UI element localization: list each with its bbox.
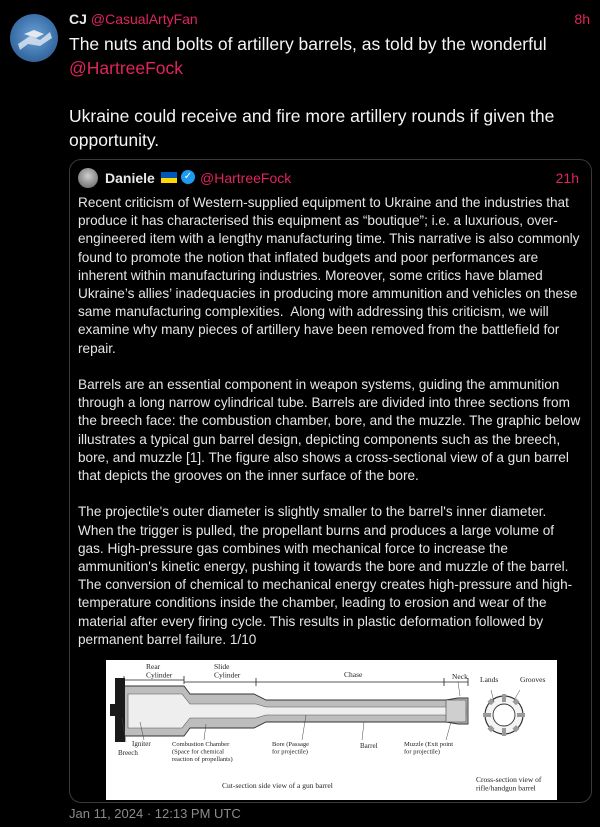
quoted-author-handle[interactable]: @HartreeFock: [200, 170, 292, 186]
label-rear-cylinder-line: Rear: [146, 662, 161, 671]
label-combustion-chamber-line: Combustion Chamber: [172, 741, 230, 748]
label-muzzle-line: Muzzle (Exit point: [404, 741, 454, 748]
label-slide-cylinder-line: Slide: [214, 662, 230, 671]
author-name[interactable]: CJ: [69, 11, 87, 27]
quoted-author-name[interactable]: Daniele: [105, 170, 155, 186]
ukraine-flag-icon: [161, 172, 177, 183]
quoted-tweet-body: [78, 194, 585, 667]
label-bore-line: Bore (Passage: [272, 741, 310, 748]
label-slide-cylinder: [214, 662, 241, 680]
caption-cross-section-line: rifle/handgun barrel: [476, 783, 536, 793]
label-rear-cylinder: [146, 662, 173, 680]
caption-side-view: Cut-section side view of a gun barrel: [222, 781, 333, 790]
gun-barrel-diagram-image[interactable]: [106, 660, 557, 800]
tweet-text-line1: The nuts and bolts of artillery barrels, as told by the wonderful: [69, 34, 547, 54]
tweet-mention-link[interactable]: @HartreeFock: [69, 58, 184, 78]
caption-cross-section: [476, 775, 542, 793]
author-avatar[interactable]: [10, 14, 58, 62]
quoted-author-avatar[interactable]: [78, 168, 98, 188]
tweet-time[interactable]: 8h: [574, 11, 590, 27]
tweet-text-para2: Ukraine could receive and fire more artillery rounds if given the opportunity.: [69, 106, 560, 150]
quoted-tweet-header: [78, 168, 583, 190]
label-combustion-chamber-line: reaction of propellants): [172, 755, 233, 763]
tweet-date[interactable]: Jan 11, 2024 · 12:13 PM UTC: [69, 806, 241, 821]
quoted-tweet[interactable]: [69, 159, 592, 803]
label-combustion-chamber: [172, 741, 233, 763]
label-muzzle: [404, 741, 453, 755]
label-chase: Chase: [344, 670, 363, 679]
label-grooves: Grooves: [520, 675, 546, 684]
quoted-paragraph-1: Recent criticism of Western-supplied equipment to Ukraine and the industries that produce it has characterised this equipment as “boutique”; i.e. a luxurious, over-engineered item with a lengthy manufacturing time. This narrative is also commonly found to promote the notion that inflated budgets and poor performances are inherent within manufacturing industries. Moreover, some critics have blamed Ukraine’s allies’ inadequacies in producing more ammunition and vehicles on these same manufacturing complexities. Along with addressing this criticism, we will examine why many pieces of artillery have been removed from the battlefield for repair.: [78, 195, 584, 356]
label-bore: [272, 741, 309, 755]
label-muzzle-line: for projectile): [404, 748, 440, 756]
label-breech: Breech: [118, 749, 138, 757]
quoted-paragraph-2: Barrels are an essential component in weapon systems, guiding the ammunition through a long narrow cylindrical tube. Barrels are divided into three sections from the breech face: the combustion chamber, bore, and the muzzle. The graphic below illustrates a typical gun barrel design, depicting components such as the breech, bore, and muzzle [1]. The figure also shows a cross-sectional view of a gun barrel that depicts the grooves on the inner surface of the bore.: [78, 377, 585, 484]
tweet-text: [69, 32, 591, 152]
label-slide-cylinder-line: Cylinder: [214, 670, 241, 680]
label-rear-cylinder-line: Cylinder: [146, 670, 173, 680]
caption-cross-section-line: Cross-section view of: [476, 775, 542, 784]
label-igniter: Igniter: [132, 740, 151, 748]
label-neck: Neck: [452, 672, 468, 681]
label-barrel: Barrel: [360, 742, 378, 750]
quoted-tweet-time[interactable]: 21h: [555, 170, 579, 186]
label-lands: Lands: [480, 675, 499, 684]
author-handle[interactable]: @CasualArtyFan: [90, 11, 198, 27]
verified-badge-icon: ✓: [181, 170, 195, 184]
quoted-paragraph-3: The projectile's outer diameter is slightly smaller to the barrel's inner diameter. When the trigger is pulled, the propellant burns and produces a large volume of gas. High-pressure gas combines with mechanical force to increase the ammunition's kinetic energy, pushing it towards the bore and muzzle of the barrel. The conversion of chemical to mechanical energy creates high-pressure and high-temperature conditions inside the chamber, leading to erosion and wear of the material after every firing cycle. This results in plastic deformation followed by permanent barrel failure. 1/10: [78, 504, 573, 647]
label-combustion-chamber-line: (Space for chemical: [172, 748, 224, 756]
tweet-header: [69, 11, 590, 31]
label-bore-line: for projectile): [272, 748, 308, 756]
